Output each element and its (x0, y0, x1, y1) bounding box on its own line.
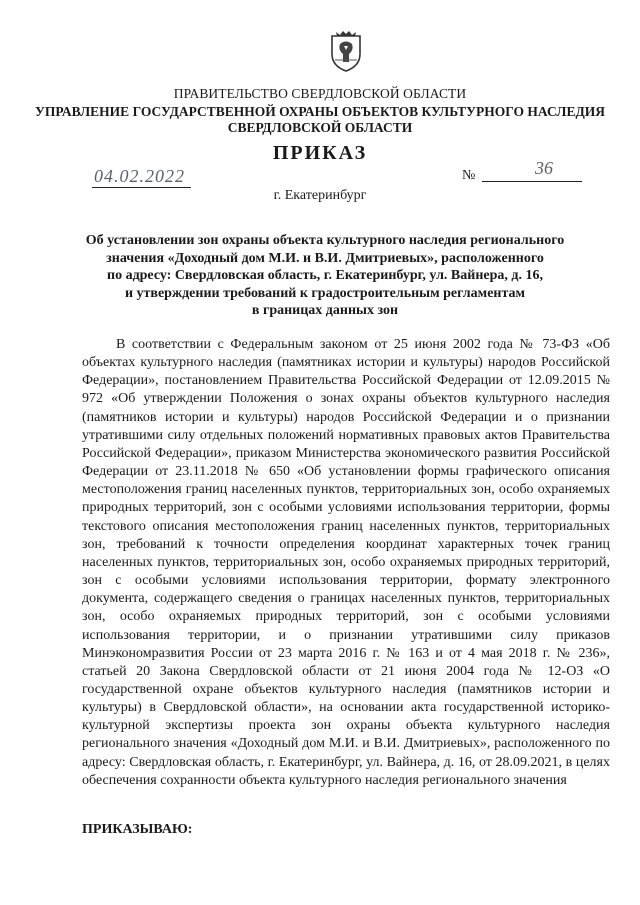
department-line: СВЕРДЛОВСКОЙ ОБЛАСТИ (227, 120, 413, 135)
order-keyword: ПРИКАЗЫВАЮ: (82, 822, 193, 837)
department-name (0, 104, 640, 136)
preamble-paragraph: В соответствии с Федеральным законом от 25 июня 2002 года № 73-ФЗ «Об объектах культурного наследия (памятниках истории и культуры) народов Российской Федерации», постановлением Правительства Российской Федерации от 12.09.2015 № 972 «Об утверждении Положения о зонах охраны объектов культурного наследия (памятников истории и культуры) народов Российской Федерации и о признании утратившими силу отдельных положений нормативных правовых актов Правительства Российской Федерации», приказом Министерства экономического развития Российской Федерации от 23.11.2018 № 650 «Об установлении формы графического описания местоположения границ населенных пунктов, территориальных зон, особо охраняемых природных территорий, зон с особыми условиями использования территории, формы текстового описания местоположения границ населенных пунктов, территориальных зон, требований к точности определения координат характерных точек границ населенных пунктов, территориальных зон, особо охраняемых природных территорий, зон с особыми условиями использования территории, формату электронного документа, содержащего сведения о границах населенных пунктов, территориальных зон, особо охраняемых природных территорий, зон с особыми условиями использования территории, и о признании утратившими силу приказов Минэкономразвития России от 23 марта 2016 г. № 163 и от 4 мая 2018 г. № 236», статьей 20 Закона Свердловской области от 21 июня 2004 года № 12-ОЗ «О государственной охране объектов культурного наследия (памятников истории и культуры) в Свердловской области», на основании акта государственной историко-культурной экспертизы проекта зон охраны объекта культурного наследия регионального значения «Доходный дом М.И. и В.И. Дмитриевых», расположенного по адресу: Свердловская область, г. Екатеринбург, ул. Вайнера, д. 16, от 28.09.2021, в целях обеспечения сохранности объекта культурного наследия регионального значения (82, 337, 610, 788)
title-line: Об установлении зон охраны объекта культурного наследия регионального (85, 233, 565, 248)
coat-of-arms-icon (330, 30, 362, 72)
number-label: № (462, 168, 476, 183)
government-name: ПРАВИТЕЛЬСТВО СВЕРДЛОВСКОЙ ОБЛАСТИ (173, 86, 467, 101)
city: г. Екатеринбург (273, 188, 367, 203)
document-type: ПРИКАЗ (272, 142, 368, 164)
title-line: и утверждении требований к градостроительным регламентам (124, 285, 526, 301)
title-line: в границах данных зон (251, 303, 399, 318)
number-underline (482, 181, 582, 182)
document-number: 36 (535, 158, 553, 178)
document-title (80, 232, 570, 320)
title-line: значения «Доходный дом М.И. и В.И. Дмитриевых», расположенного (106, 250, 544, 266)
title-line: по адресу: Свердловская область, г. Екатеринбург, ул. Вайнера, д. 16, (107, 268, 543, 283)
document-date: 04.02.2022 (92, 166, 191, 188)
department-line: УПРАВЛЕНИЕ ГОСУДАРСТВЕННОЙ ОХРАНЫ ОБЪЕКТОВ КУЛЬТУРНОГО НАСЛЕДИЯ (34, 104, 606, 119)
